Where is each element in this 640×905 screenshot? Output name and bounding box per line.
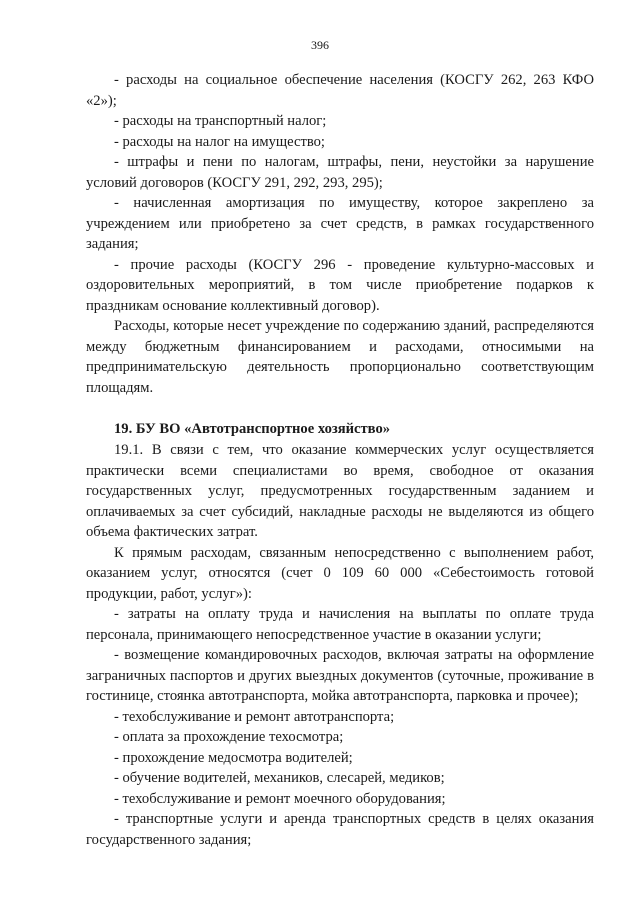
list-item: - возмещение командировочных расходов, включая затраты на оформление заграничных паспортов и других выездных документов (суточные, проживание в гостинице, стоянка автотранспорта, мойка автотранспорта, парковка и прочее); <box>86 647 594 704</box>
paragraph-other-expenses: - прочие расходы (КОСГУ 296 - проведение культурно-массовых и оздоровительных мероприятий, в том числе приобретение подарков к праздникам основание коллективный договор). <box>86 256 594 314</box>
list-item: - транспортные услуги и аренда транспортных средств в целях оказания государственного задания; <box>86 811 594 848</box>
list-item: - затраты на оплату труда и начисления на выплаты по оплате труда персонала, принимающего непосредственное участие в оказании услуги; <box>86 606 594 643</box>
page-number: 396 <box>311 38 329 52</box>
paragraph-19-1: 19.1. В связи с тем, что оказание коммерческих услуг осуществляется практически всеми специалистами во время, свободное от оказания государственных услуг, предусмотренных государственным заданием и оплачиваемых за счет субсидий, накладные расходы не выделяются из общего объема фактических затрат. <box>86 442 594 540</box>
paragraph-fines: - штрафы и пени по налогам, штрафы, пени, неустойки за нарушение условий договоров (КОСГУ 291, 292, 293, 295); <box>86 154 594 191</box>
list-item: - техобслуживание и ремонт моечного оборудования; <box>114 790 446 807</box>
paragraph-property-tax: - расходы на налог на имущество; <box>114 133 325 150</box>
paragraph-depreciation: - начисленная амортизация по имуществу, которое закреплено за учреждением или приобретено за счет средств, в рамках государственного задания; <box>86 195 594 252</box>
paragraph-social-expenses: - расходы на социальное обеспечение населения (КОСГУ 262, 263 КФО «2»); <box>86 72 594 109</box>
paragraph-transport-tax: - расходы на транспортный налог; <box>114 113 327 129</box>
paragraph-direct-expenses: К прямым расходам, связанным непосредственно с выполнением работ, оказанием услуг, относятся (счет 0 109 60 000 «Себестоимость готовой продукции, работ, услуг»): <box>86 544 594 602</box>
document-body <box>86 70 594 850</box>
section-heading: 19. БУ ВО «Автотранспортное хозяйство» <box>114 421 391 437</box>
list-item: - техобслуживание и ремонт автотранспорта; <box>114 708 395 725</box>
list-item: - обучение водителей, механиков, слесарей, медиков; <box>114 770 445 786</box>
list-item: - оплата за прохождение техосмотра; <box>114 729 344 745</box>
paragraph-building-expenses: Расходы, которые несет учреждение по содержанию зданий, распределяются между бюджетным финансированием и расходами, относимыми на предпринимательскую деятельность пропорционально соответствующим площадям. <box>86 318 594 396</box>
list-item: - прохождение медосмотра водителей; <box>114 749 353 766</box>
